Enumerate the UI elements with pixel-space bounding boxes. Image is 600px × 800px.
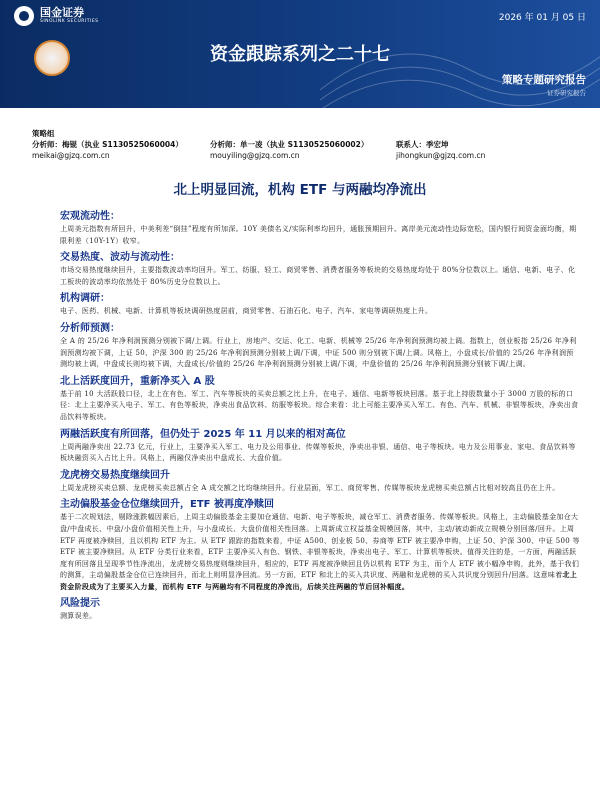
logo-icon	[14, 6, 34, 26]
author-block	[32, 128, 572, 161]
report-header	[0, 0, 600, 108]
section-text-macro: 上周美元指数有所回升，中美利差“倒挂”程度有所加深。10Y 美债名义/实际利率均回升，通胀预期回升。离岸美元流动性边际宽松，国内银行间资金面均衡，期限利差（10Y-1Y）收窄。	[60, 225, 577, 245]
group-label: 策略组	[32, 129, 55, 138]
section-text-margin: 上周两融净卖出 22.73 亿元，行业上，主要净买入军工、电力及公用事业、传媒等板块，净卖出非银、通信、电子等板块。电力及公用事业、家电、食品饮料等板块融资买入占比上升。风格上，两融仅净卖出中盘成长、大盘价值。	[60, 442, 576, 463]
section-text-funds	[60, 512, 580, 593]
section-title-northbound: 北上活跃度回升，重新净买入 A 股	[60, 375, 215, 387]
section-title-forecast: 分析师预测：	[60, 322, 120, 334]
section-text-trading: 市场交易热度继续回升，主要指数波动率均回升。军工、纺服、轻工、商贸零售、消费者服务等板块的交易热度均处于 80%分位数以上。通信、电新、电子、化工板块的波动率均依然处于 80%历史分位数以上。	[60, 266, 576, 286]
section-text-dragon-tiger: 上周龙虎榜买卖总额、龙虎榜买卖总额占全 A 成交额之比均继续回升。行业层面，军工、商贸零售、传媒等板块龙虎榜买卖总额占比相对较高且仍在上升。	[60, 483, 560, 492]
section-title-risk: 风险提示	[60, 598, 100, 610]
analyst-1-name: 分析师：梅锟（执业 S1130525060004）	[32, 140, 183, 149]
logo-en-text: SINOLINK SECURITIES	[40, 19, 99, 25]
section-text-research: 电子、医药、机械、电新、计算机等板块调研热度居前，商贸零售、石油石化、电子、汽车、家电等调研热度上升。	[60, 307, 433, 316]
section-title-trading: 交易热度、波动与流动性：	[60, 252, 180, 264]
section-title-funds: 主动偏股基金仓位继续回升，ETF 被再度净赎回	[60, 499, 274, 511]
report-title: 北上明显回流，机构 ETF 与两融均净流出	[173, 182, 427, 198]
section-title-research: 机构调研：	[60, 293, 110, 305]
section-text-funds-conclusion: 北上资金阶段成为了主要买入力量，而机构 ETF 与两融均有不同程度的净流出，后续关注两融的节后回补幅度。	[60, 571, 578, 591]
logo-cn-text: 国金证券	[40, 6, 84, 20]
section-title-macro: 宏观流动性：	[60, 211, 120, 222]
section-text-funds-body: 基于二次规划法，剔除涨跌幅因素后，上周主动偏股基金主要加仓通信、电新、电子等板块，减仓军工、消费者服务、传媒等板块。风格上，主动偏股基金加仓大盘/中盘成长、中盘/小盘价值相关性上升，与小盘成长、大盘价值相关性回落。上周新成立权益基金规模回落，其中，主动/被动新成立规模分别回落/回升。上周 ETF 再度被净赎回，且以机构 ETF 为主。从 ETF 跟踪的指数来看，中证 A500、创业板 50、券商等 ETF 被主要净申购，上证 50、沪深 300、中证 500 等 ETF 被主要净赎回。从 ETF 分类行业来看，ETF 主要净买入有色、钢铁、非银等板块，净卖出电子、军工、计算机等板块。值得关注的是，一方面，两融活跃度有所回落且呈现季节性净流出，龙虎榜交易热度则继续回升，相应的，ETF 再度被净赎回且仍以机构 ETF 为主，而个人 ETF 被小幅净申购，此外，基于我们的测算，主动偏股基金仓位已连续回升，而北上则明显净回流。另一方面，ETF 和北上的买入共识度、两融和龙虎榜的买入共识度分别回升/回落。这意味着	[60, 513, 580, 580]
analyst-1-email[interactable]: meikai@gjzq.com.cn	[32, 151, 110, 160]
series-title: 资金跟踪系列之二十七	[210, 44, 390, 65]
analyst-2-name: 分析师：单一凌（执业 S1130525060002）	[210, 140, 369, 149]
section-title-margin: 两融活跃度有所回落，但仍处于 2025 年 11 月以来的相对高位	[60, 428, 346, 440]
company-logo	[14, 6, 99, 26]
section-text-northbound: 基于前 10 大活跃股口径，北上在有色、军工、汽车等板块的买卖总额之比上升，在电子、通信、电新等板块回落。基于北上持股数量小于 3000 万股的标的口径：北上主要净买入电子、军工、有色等板块，净卖出食品饮料、纺服等板块。综合来看：北上可能主要净买入军工、有色、汽车、机械、非银等板块，净卖出食品饮料等板块。	[60, 389, 579, 421]
section-text-risk: 测算误差。	[60, 612, 97, 621]
report-type: 策略专题研究报告	[502, 74, 586, 86]
report-date: 2026 年 01 月 05 日	[498, 13, 586, 23]
analyst-2-email[interactable]: mouyiling@gjzq.com.cn	[210, 151, 300, 160]
contact-email[interactable]: jihongkun@gjzq.com.cn	[396, 151, 486, 160]
report-body	[60, 210, 580, 623]
report-subtype: 证券研究报告	[547, 89, 586, 97]
section-title-dragon-tiger: 龙虎榜交易热度继续回升	[60, 469, 170, 481]
contact-name: 联系人：季宏坤	[396, 140, 449, 149]
section-text-forecast: 全 A 的 25/26 年净利润预测分别被下调/上调。行业上，房地产、交运、化工、电新、机械等 25/26 年净利润预测均被上调。指数上，创业板指 25/26 年净利润预测均被下调，上证 50、沪深 300 的 25/26 年净利润预测分别被上调/下调，中证 500 则分别被下调/上调。风格上，小盘成长/价值的 25/26 年净利润预测均被上调，中盘成长则均被下调，大盘成长/价值的 25/26 年净利润预测分别被上调/下调，中盘价值的 25/26 年净利润预测分别被下调/上调。	[60, 336, 577, 369]
